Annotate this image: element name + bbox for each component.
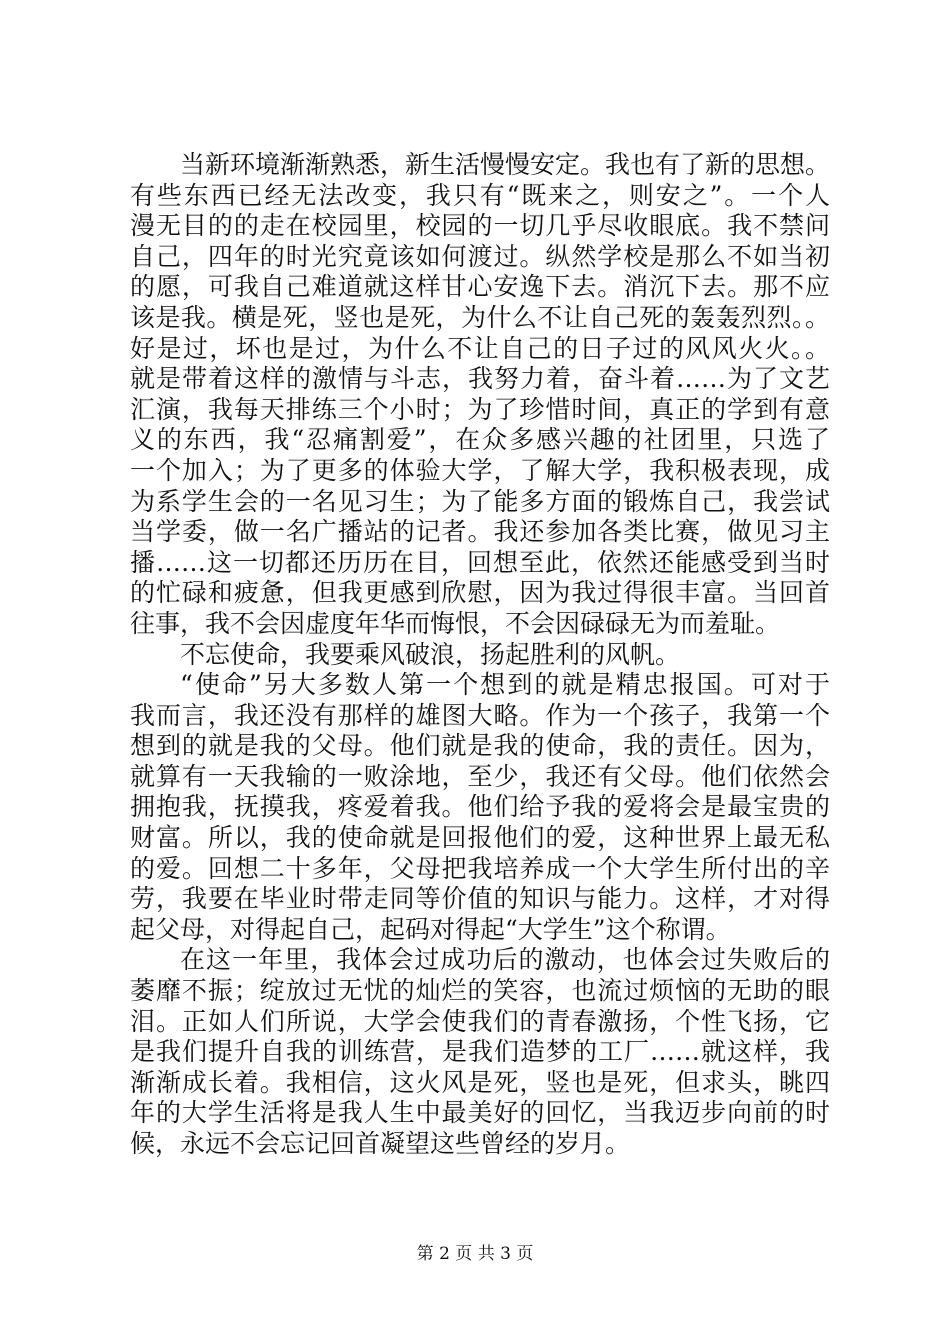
paragraph — [130, 670, 830, 945]
text-line: 就是带着这样的激情与斗志，我努力着，奋斗着……为了文艺 — [130, 364, 830, 394]
text-line: 有些东西已经无法改变，我只有“既来之，则安之”。一个人 — [130, 180, 830, 210]
text-line: 财富。所以，我的使命就是回报他们的爱，这种世界上最无私 — [130, 823, 830, 853]
text-line: “使命”另大多数人第一个想到的就是精忠报国。可对于 — [180, 670, 830, 700]
page-number-footer: 第 2 页 共 3 页 — [416, 1244, 534, 1264]
document-body — [130, 150, 830, 1160]
text-line: 的忙碌和疲惫，但我更感到欣慰，因为我过得很丰富。当回首 — [130, 578, 830, 608]
text-line: 义的东西，我“忍痛割爱”，在众多感兴趣的社团里，只选了 — [130, 425, 830, 455]
text-line: 的爱。回想二十多年，父母把我培养成一个大学生所付出的辛 — [130, 853, 830, 883]
text-line: 起父母，对得起自己，起码对得起“大学生”这个称谓。 — [130, 914, 731, 944]
text-line: 好是过，坏也是过，为什么不让自己的日子过的风风火火。。 — [130, 333, 830, 363]
text-line: 该是我。横是死，竖也是死，为什么不让自己死的轰轰烈烈。。 — [130, 302, 830, 332]
text-line: 不忘使命，我要乘风破浪，扬起胜利的风帆。 — [180, 639, 681, 669]
text-line: 想到的就是我的父母。他们就是我的使命，我的责任。因为， — [130, 731, 830, 761]
text-line: 就算有一天我输的一败涂地，至少，我还有父母。他们依然会 — [130, 761, 830, 791]
text-line: 拥抱我，抚摸我，疼爱着我。他们给予我的爱将会是最宝贵的 — [130, 792, 830, 822]
text-line: 劳，我要在毕业时带走同等价值的知识与能力。这样，才对得 — [130, 884, 830, 914]
text-line: 为系学生会的一名见习生；为了能多方面的锻炼自己，我尝试 — [130, 486, 830, 516]
text-line: 萎靡不振；绽放过无忧的灿烂的笑容，也流过烦恼的无助的眼 — [130, 976, 830, 1006]
text-line: 汇演，我每天排练三个小时；为了珍惜时间，真正的学到有意 — [130, 394, 830, 424]
text-line: 在这一年里，我体会过成功后的激动，也体会过失败后的 — [180, 945, 830, 975]
text-line: 是我们提升自我的训练营，是我们造梦的工厂……就这样，我 — [130, 1037, 830, 1067]
text-line: 泪。正如人们所说，大学会使我们的青春激扬，个性飞扬，它 — [130, 1006, 830, 1036]
text-line: 年的大学生活将是我人生中最美好的回忆，当我迈步向前的时 — [130, 1098, 830, 1128]
text-line: 漫无目的的走在校园里，校园的一切几乎尽收眼底。我不禁问 — [130, 211, 830, 241]
text-line: 我而言，我还没有那样的雄图大略。作为一个孩子，我第一个 — [130, 700, 830, 730]
text-line: 播……这一切都还历历在目，回想至此，依然还能感受到当时 — [130, 547, 830, 577]
paragraph — [130, 945, 830, 1159]
text-line: 自己，四年的时光究竟该如何渡过。纵然学校是那么不如当初 — [130, 241, 830, 271]
text-line: 当学委，做一名广播站的记者。我还参加各类比赛，做见习主 — [130, 517, 830, 547]
paragraph — [130, 150, 830, 640]
text-line: 当新环境渐渐熟悉，新生活慢慢安定。我也有了新的思想。 — [180, 150, 830, 179]
text-line: 往事，我不会因虚度年华而悔恨，不会因碌碌无为而羞耻。 — [130, 608, 781, 638]
text-line: 一个加入；为了更多的体验大学，了解大学，我积极表现，成 — [130, 455, 830, 485]
text-line: 候，永远不会忘记回首凝望这些曾经的岁月。 — [130, 1129, 631, 1158]
text-line: 的愿，可我自己难道就这样甘心安逸下去。消沉下去。那不应 — [130, 272, 830, 302]
paragraph — [130, 640, 830, 671]
text-line: 渐渐成长着。我相信，这火风是死，竖也是死，但求头，眺四 — [130, 1067, 830, 1097]
